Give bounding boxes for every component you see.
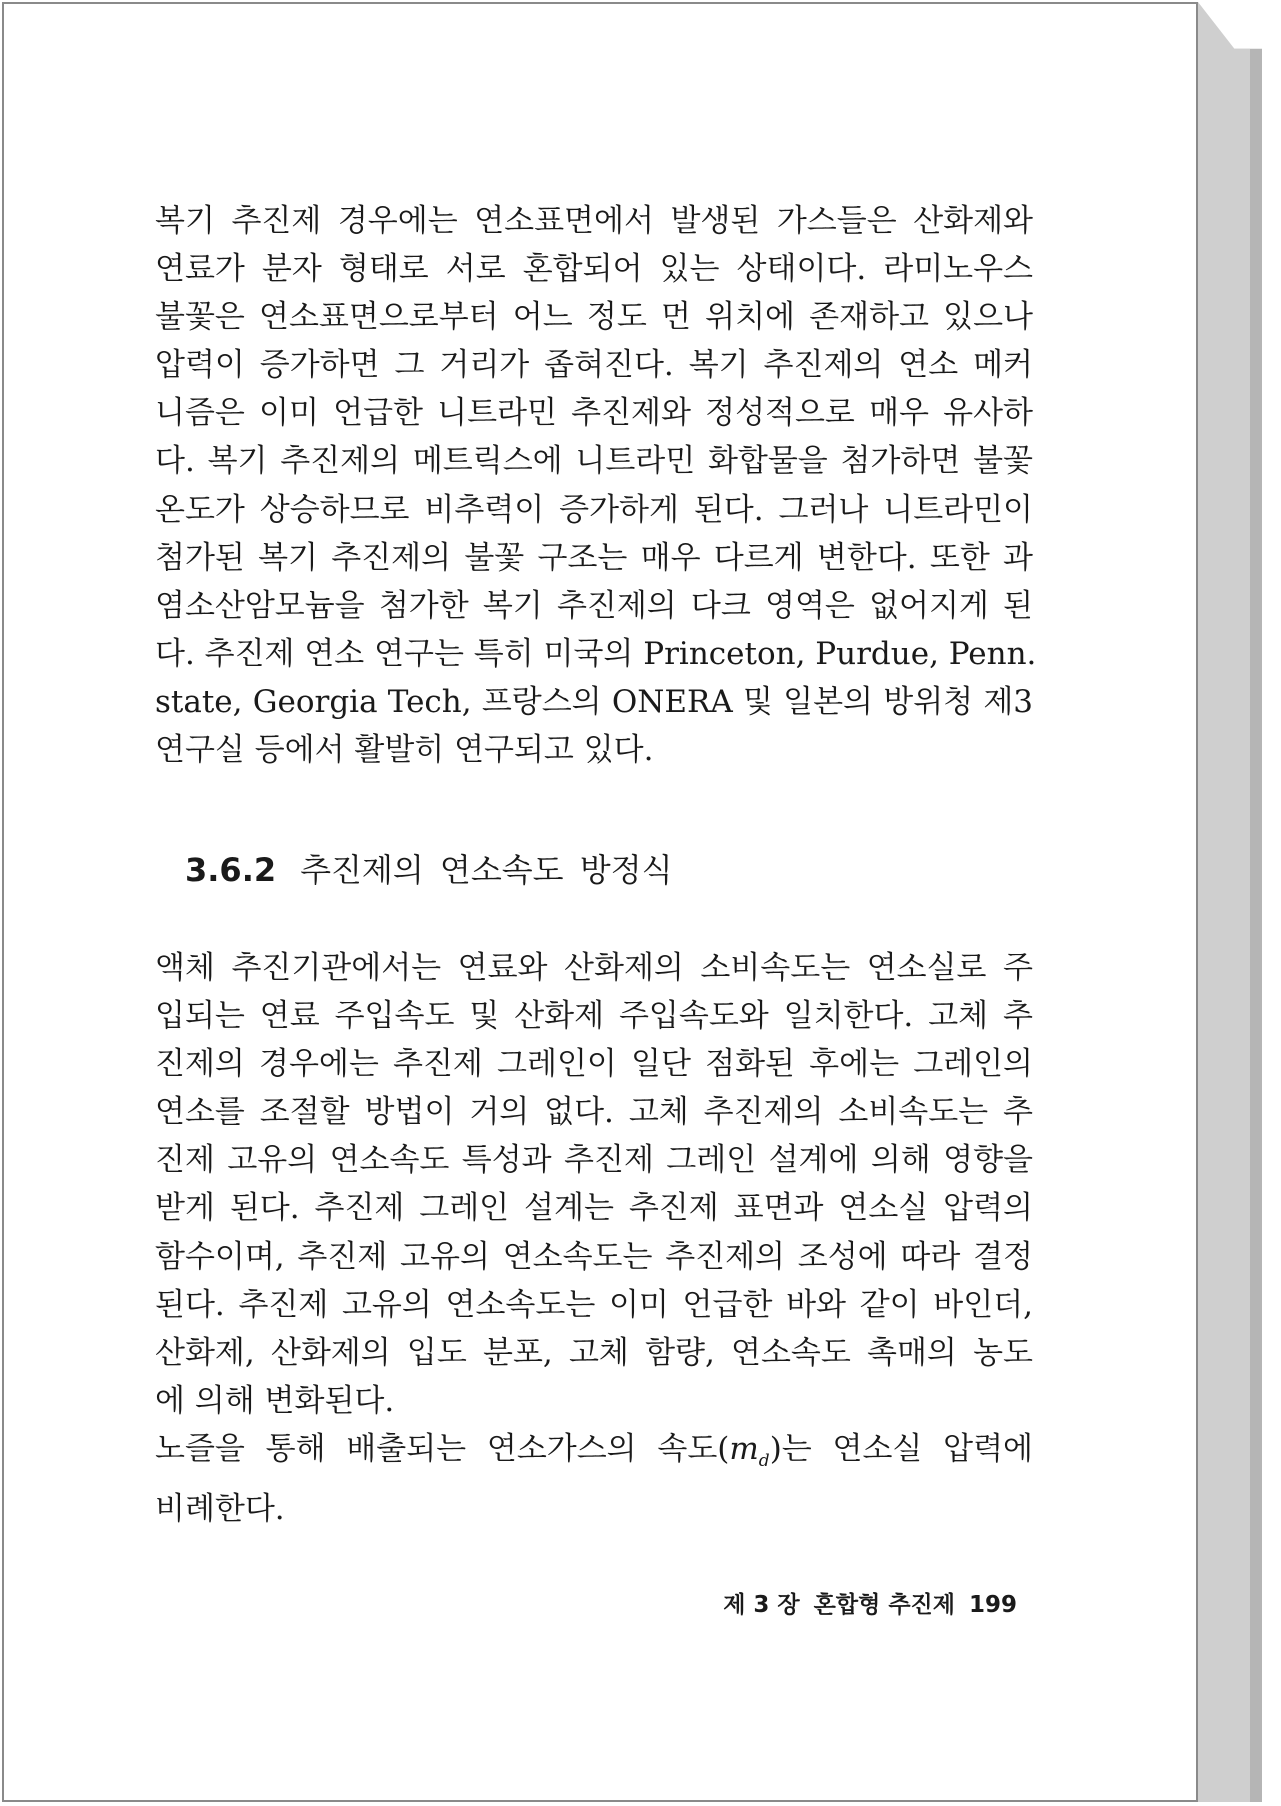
paragraph-line: 첨가된 복기 추진제의 불꽃 구조는 매우 다르게 변한다. 또한 과 bbox=[155, 539, 1033, 576]
paragraph-line: state, Georgia Tech, 프랑스의 ONERA 및 일본의 방위청 제3 bbox=[155, 683, 1033, 720]
paragraph-1 bbox=[155, 197, 1037, 774]
math-symbol bbox=[729, 1431, 770, 1472]
paragraph-line: 니즘은 이미 언급한 니트라민 추진제와 정성적으로 매우 유사하 bbox=[155, 395, 1033, 432]
paragraph-line: 압력이 증가하면 그 거리가 좁혀진다. 복기 추진제의 연소 메커 bbox=[155, 347, 1033, 384]
paragraph-line: 진제 고유의 연소속도 특성과 추진제 그레인 설계에 의해 영향을 bbox=[155, 1142, 1033, 1179]
paragraph-line: 연구실 등에서 활발히 연구되고 있다. bbox=[155, 732, 654, 769]
section-heading bbox=[185, 845, 673, 891]
paragraph-line bbox=[155, 1425, 1033, 1485]
paragraph-line: 진제의 경우에는 추진제 그레인이 일단 점화된 후에는 그레인의 bbox=[155, 1046, 1033, 1083]
paragraph-line: 연소를 조절할 방법이 거의 없다. 고체 추진제의 소비속도는 추 bbox=[155, 1094, 1033, 1131]
text-run: 노즐을 통해 배출되는 연소가스의 속도( bbox=[155, 1431, 730, 1467]
chapter-label: 제 3 장 bbox=[723, 1592, 800, 1618]
paragraph-line: 에 의해 변화된다. bbox=[155, 1382, 395, 1419]
paragraph-line: 함수이며, 추진제 고유의 연소속도는 추진제의 조성에 따라 결정 bbox=[155, 1238, 1033, 1275]
paragraph-line: 불꽃은 연소표면으로부터 어느 정도 먼 위치에 존재하고 있으나 bbox=[155, 299, 1033, 336]
paragraph-line: 연료가 분자 형태로 서로 혼합되어 있는 상태이다. 라미노우스 bbox=[155, 251, 1033, 288]
paragraph-line: 된다. 추진제 고유의 연소속도는 이미 언급한 바와 같이 바인더, bbox=[155, 1286, 1033, 1323]
paragraph-line: 염소산암모늄을 첨가한 복기 추진제의 다크 영역은 없어지게 된 bbox=[155, 587, 1033, 624]
paragraph-line: 다. 추진제 연소 연구는 특히 미국의 Princeton, Purdue, Penn. bbox=[155, 635, 1037, 672]
page-number: 199 bbox=[968, 1592, 1017, 1618]
paragraph-line: 온도가 상승하므로 비추력이 증가하게 된다. 그러나 니트라민이 bbox=[155, 491, 1033, 528]
chapter-title: 혼합형 추진제 bbox=[813, 1592, 955, 1618]
paragraph-line: 복기 추진제 경우에는 연소표면에서 발생된 가스들은 산화제와 bbox=[155, 203, 1033, 239]
page-footer bbox=[723, 1586, 1017, 1619]
paragraph-line: 비례한다. bbox=[155, 1491, 285, 1528]
paragraph-2 bbox=[155, 944, 1033, 1425]
section-title: 추진제의 연소속도 방정식 bbox=[300, 851, 673, 889]
paragraph-line: 산화제, 산화제의 입도 분포, 고체 함량, 연소속도 촉매의 농도 bbox=[155, 1334, 1033, 1371]
paragraph-line: 액체 추진기관에서는 연료와 산화제의 소비속도는 연소실로 주 bbox=[155, 950, 1033, 986]
section-number: 3.6.2 bbox=[185, 851, 277, 889]
math-variable: m bbox=[729, 1431, 759, 1467]
paragraph-line: 다. 복기 추진제의 메트릭스에 니트라민 화합물을 첨가하면 불꽃 bbox=[155, 443, 1033, 480]
text-run: )는 연소실 압력에 bbox=[769, 1431, 1033, 1467]
math-subscript: d bbox=[758, 1451, 770, 1472]
page-stack-edge-inner bbox=[1198, 2, 1250, 1802]
paragraph-line: 입되는 연료 주입속도 및 산화제 주입속도와 일치한다. 고체 추 bbox=[155, 998, 1033, 1035]
paragraph-line: 받게 된다. 추진제 그레인 설계는 추진제 표면과 연소실 압력의 bbox=[155, 1190, 1033, 1227]
paragraph-3 bbox=[155, 1425, 1033, 1533]
